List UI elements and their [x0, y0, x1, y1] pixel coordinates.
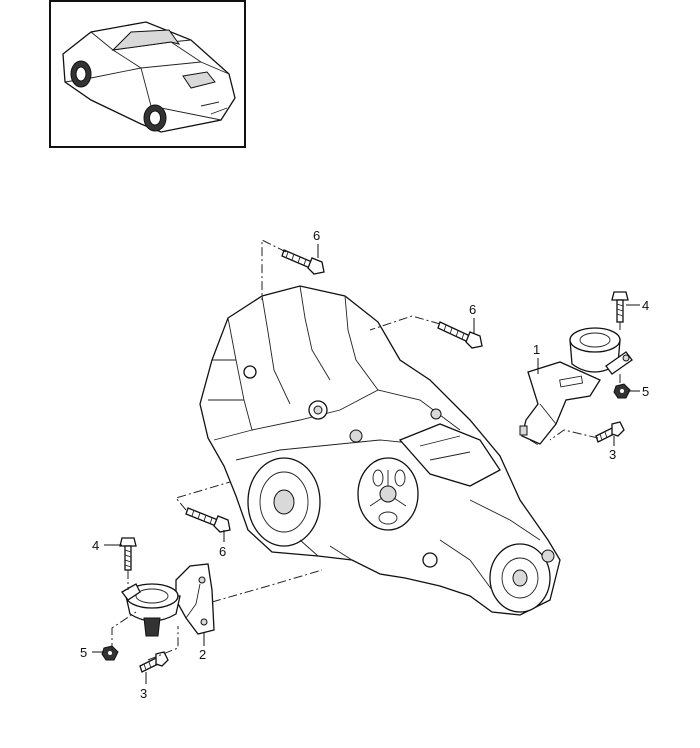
callout-label-4-right: 4 [642, 298, 650, 313]
callout-label-6-low: 6 [219, 544, 227, 559]
callout-2 [199, 632, 206, 662]
bolt-4-left [120, 538, 136, 570]
callout-label-5-left: 5 [80, 645, 88, 660]
nut-5-right [614, 384, 630, 398]
callout-label-4-left: 4 [92, 538, 100, 553]
callout-label-1: 1 [533, 342, 541, 357]
callout-label-6-top: 6 [313, 228, 321, 243]
callout-4-right [626, 298, 649, 313]
bolt-6-low [186, 508, 230, 532]
callout-3-right [609, 436, 616, 462]
callout-6-top [313, 228, 320, 258]
bolt-6-mid [438, 322, 482, 348]
right-mount-bracket [520, 362, 600, 444]
left-mount-bracket [176, 564, 214, 634]
callout-label-5-right: 5 [642, 384, 650, 399]
callout-label-6-mid: 6 [469, 302, 477, 317]
bolt-4-right [612, 292, 628, 322]
callout-label-2: 2 [199, 647, 207, 662]
callout-4-left [92, 538, 122, 553]
callout-5-left [80, 645, 104, 660]
callout-5-right [628, 384, 649, 399]
nut-5-left [102, 646, 118, 660]
right-rubber-mount [570, 328, 632, 374]
callout-6-low [219, 530, 226, 559]
callout-3-left [140, 672, 147, 701]
callout-label-3-right: 3 [609, 447, 617, 462]
callout-6-mid [469, 302, 476, 334]
transmission-housing [200, 286, 560, 615]
bolt-3-left [140, 652, 168, 672]
left-rubber-mount [122, 584, 180, 636]
callout-label-3-left: 3 [140, 686, 148, 701]
bolt-3-right [596, 422, 624, 442]
